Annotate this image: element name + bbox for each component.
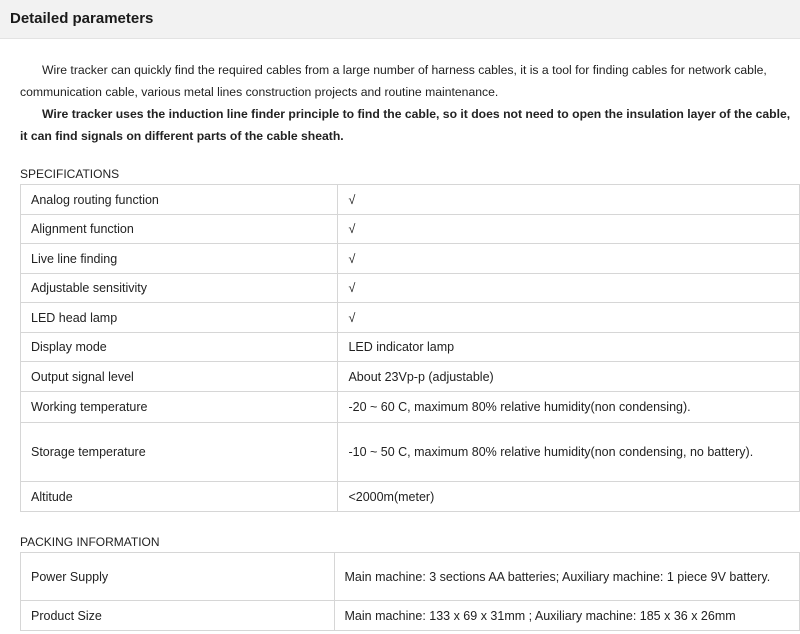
spec-name: Altitude	[21, 482, 338, 512]
intro-paragraph-2-text: Wire tracker uses the induction line finder principle to find the cable, so it does not need to open the insulation layer of the cable, it can find signals on different parts of the cable sheath.	[20, 107, 791, 143]
header-bar	[0, 0, 800, 39]
specifications-table	[20, 184, 800, 512]
specifications-label: SPECIFICATIONS	[20, 167, 120, 181]
spec-value: <2000m(meter)	[338, 482, 800, 512]
table-row	[21, 185, 800, 215]
table-row	[21, 362, 800, 392]
packing-table	[20, 552, 800, 631]
spec-name: Working temperature	[21, 392, 338, 423]
spec-value: √	[338, 274, 800, 303]
spec-value: √	[338, 215, 800, 244]
spec-name: Analog routing function	[21, 185, 338, 215]
spec-name: Display mode	[21, 333, 338, 362]
intro-paragraph-1	[20, 59, 792, 103]
packing-value: Main machine: 3 sections AA batteries; Auxiliary machine: 1 piece 9V battery.	[334, 553, 800, 601]
table-row	[21, 601, 800, 631]
packing-name: Power Supply	[21, 553, 335, 601]
table-row	[21, 274, 800, 303]
page-title: Detailed parameters	[10, 10, 154, 27]
packing-name: Product Size	[21, 601, 335, 631]
table-row	[21, 244, 800, 274]
intro-paragraph-2	[20, 103, 792, 147]
spec-name: LED head lamp	[21, 303, 338, 333]
intro-paragraph-1-text: Wire tracker can quickly find the required cables from a large number of harness cables, it is a tool for finding cables for network cable, communication cable, various metal lines construction projects and routine maintenance.	[20, 63, 767, 99]
spec-value: √	[338, 303, 800, 333]
spec-name: Output signal level	[21, 362, 338, 392]
table-row	[21, 553, 800, 601]
table-row	[21, 482, 800, 512]
table-row	[21, 303, 800, 333]
spec-value: LED indicator lamp	[338, 333, 800, 362]
table-row	[21, 333, 800, 362]
spec-value: -20 ~ 60 C, maximum 80% relative humidity(non condensing).	[338, 392, 800, 423]
packing-label: PACKING INFORMATION	[20, 535, 160, 549]
packing-value: Main machine: 133 x 69 x 31mm ; Auxiliary machine: 185 x 36 x 26mm	[334, 601, 800, 631]
table-row	[21, 423, 800, 482]
spec-value: -10 ~ 50 C, maximum 80% relative humidity(non condensing, no battery).	[338, 423, 800, 482]
spec-name: Storage temperature	[21, 423, 338, 482]
spec-name: Alignment function	[21, 215, 338, 244]
spec-value: √	[338, 185, 800, 215]
spec-value: About 23Vp-p (adjustable)	[338, 362, 800, 392]
table-row	[21, 215, 800, 244]
table-row	[21, 392, 800, 423]
spec-name: Adjustable sensitivity	[21, 274, 338, 303]
spec-name: Live line finding	[21, 244, 338, 274]
intro-text	[20, 59, 792, 147]
spec-value: √	[338, 244, 800, 274]
